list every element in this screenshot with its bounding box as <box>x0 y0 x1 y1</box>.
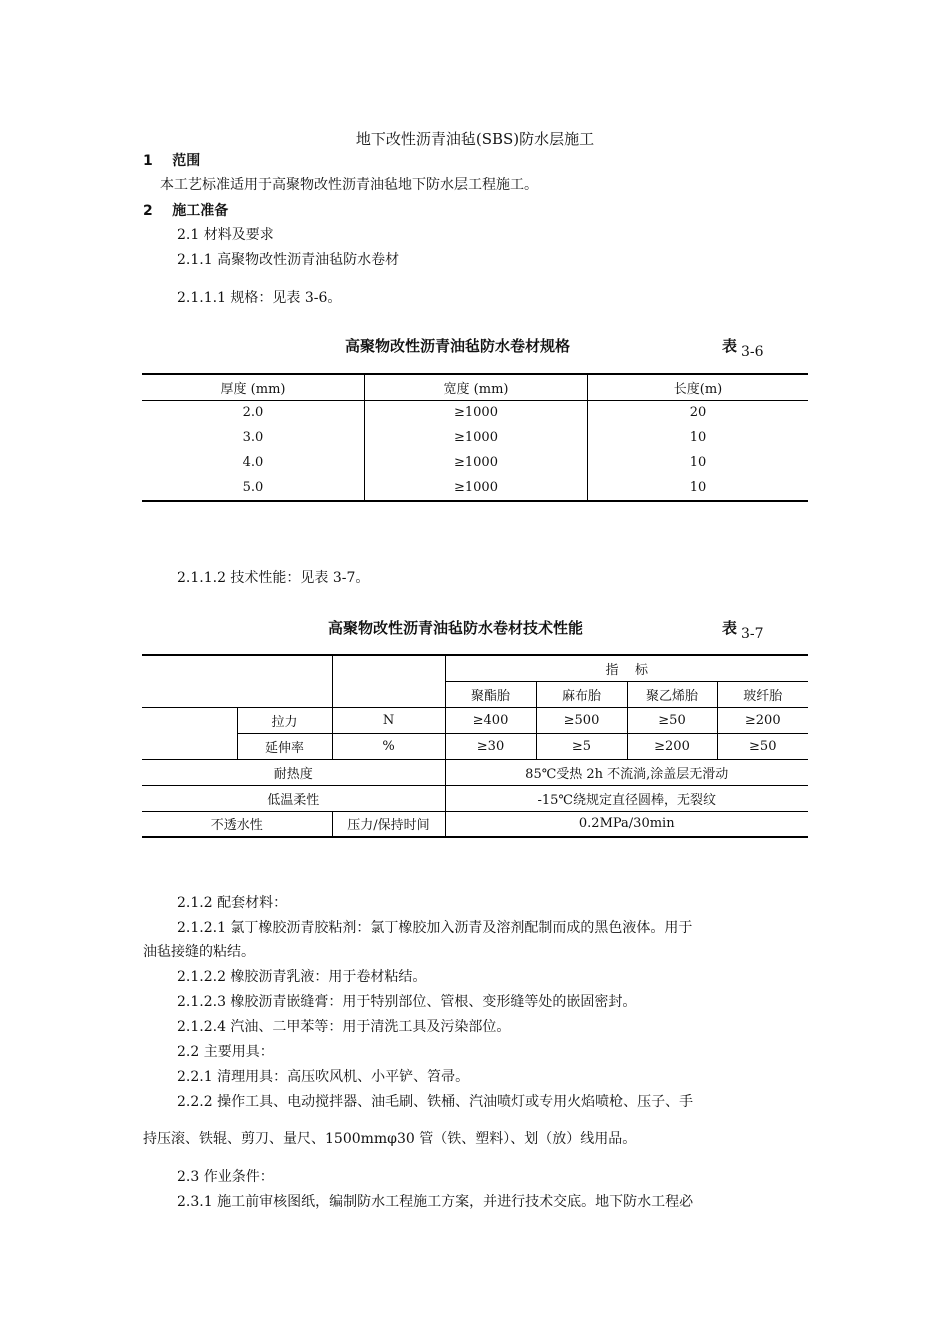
table-row <box>142 733 808 759</box>
cell-value: ≥30 <box>445 733 536 759</box>
section-2-2-1: 2.2.1 清理用具：高压吹风机、小平铲、笤帚。 <box>177 1069 470 1085</box>
section-2-1-1-2: 2.1.1.2 技术性能：见表 3-7。 <box>177 570 370 586</box>
cell-thickness: 3.0 <box>142 425 365 450</box>
section-1-heading <box>143 150 200 170</box>
cell-length: 10 <box>689 455 707 470</box>
section-2-1-2-1-line2: 油毡接缝的粘结。 <box>143 944 255 960</box>
section-2-1-1-1: 2.1.1.1 规格：见表 3-6。 <box>177 290 342 306</box>
section-2-1-2-1-line1: 2.1.2.1 氯丁橡胶沥青胶粘剂：氯丁橡胶加入沥青及溶剂配制而成的黑色液体。用于 <box>177 920 693 936</box>
header-jute: 麻布胎 <box>536 681 627 707</box>
section-2-2-2-line1: 2.2.2 操作工具、电动搅拌器、油毛刷、铁桶、汽油喷灯或专用火焰喷枪、压子、手 <box>177 1094 694 1110</box>
row-unit-tensile: N <box>332 707 445 733</box>
cell-thickness: 4.0 <box>142 450 365 475</box>
table-3-6-tag-label: 表 <box>722 337 738 355</box>
header-polyester: 聚酯胎 <box>445 681 536 707</box>
cell-value: ≥500 <box>536 707 627 733</box>
cell-value: ≥50 <box>749 738 777 754</box>
section-1-number: 1 <box>143 153 153 169</box>
cell-length: 10 <box>689 430 707 445</box>
cell-value: ≥5 <box>536 733 627 759</box>
section-2-3: 2.3 作业条件： <box>177 1169 274 1185</box>
header-length: 长度(m) <box>673 381 723 397</box>
cell-thickness: 2.0 <box>142 400 365 425</box>
cell-length: 10 <box>689 480 707 495</box>
row-label-impermeability: 不透水性 <box>142 811 332 837</box>
section-2-2: 2.2 主要用具： <box>177 1044 274 1060</box>
document-title: 地下改性沥青油毡(SBS)防水层施工 <box>355 130 595 148</box>
cell-width: ≥1000 <box>365 475 588 501</box>
section-2-1-2-2: 2.1.2.2 橡胶沥青乳液：用于卷材粘结。 <box>177 969 427 985</box>
blank-cell <box>142 707 237 759</box>
table-3-6 <box>142 373 808 502</box>
row-value-heat-resistance: 85℃受热 2h 不流淌,涂盖层无滑动 <box>525 766 729 782</box>
header-glass-fiber: 玻纤胎 <box>743 688 783 704</box>
cell-value: ≥200 <box>744 712 781 728</box>
table-row <box>142 811 808 837</box>
section-2-number: 2 <box>143 203 153 219</box>
header-unit-blank-cell <box>332 655 445 707</box>
cell-value: ≥200 <box>627 733 717 759</box>
section-1-title: 范围 <box>172 153 201 169</box>
section-2-1-2-4: 2.1.2.4 汽油、二甲苯等：用于清洗工具及污染部位。 <box>177 1019 511 1035</box>
cell-length: 20 <box>689 405 707 421</box>
header-thickness: 厚度 (mm) <box>142 374 365 400</box>
table-header-row <box>142 374 808 400</box>
section-2-2-2-line2: 持压滚、铁辊、剪刀、量尺、1500mmφ30 管（铁、塑料）、划（放）线用品。 <box>143 1131 637 1147</box>
header-width: 宽度 (mm) <box>365 374 588 400</box>
row-value-impermeability: 0.2MPa/30min <box>578 816 675 832</box>
section-2-3-1: 2.3.1 施工前审核图纸，编制防水工程施工方案，并进行技术交底。地下防水工程必 <box>177 1194 694 1210</box>
section-1-body: 本工艺标准适用于高聚物改性沥青油毡地下防水层工程施工。 <box>160 177 538 193</box>
row-label-heat-resistance: 耐热度 <box>142 759 445 785</box>
row-label-elongation: 延伸率 <box>237 733 332 759</box>
section-2-1-2: 2.1.2 配套材料： <box>177 895 288 911</box>
cell-width: ≥1000 <box>365 400 588 425</box>
table-row <box>142 707 808 733</box>
header-blank-cell <box>142 655 332 707</box>
cell-width: ≥1000 <box>365 425 588 450</box>
table-header-row <box>142 655 808 681</box>
section-2-1-1: 2.1.1 高聚物改性沥青油毡防水卷材 <box>177 252 400 268</box>
section-2-heading <box>143 200 228 220</box>
table-3-7-caption: 高聚物改性沥青油毡防水卷材技术性能 <box>328 619 584 637</box>
section-2-title: 施工准备 <box>172 203 229 219</box>
cell-value: ≥400 <box>445 707 536 733</box>
table-3-6-caption: 高聚物改性沥青油毡防水卷材规格 <box>345 337 571 355</box>
cell-width: ≥1000 <box>365 450 588 475</box>
row-unit-impermeability: 压力/保持时间 <box>332 811 445 837</box>
cell-thickness: 5.0 <box>142 475 365 501</box>
table-row <box>142 759 808 785</box>
table-3-7 <box>142 654 808 838</box>
section-2-1-2-3: 2.1.2.3 橡胶沥青嵌缝膏：用于特别部位、管根、变形缝等处的嵌固密封。 <box>177 994 637 1010</box>
table-row <box>142 785 808 811</box>
table-row <box>142 475 808 501</box>
row-unit-elongation: % <box>332 733 445 759</box>
header-index: 指 标 <box>445 655 808 681</box>
cell-value: ≥50 <box>627 707 717 733</box>
table-row <box>142 400 808 425</box>
section-2-1: 2.1 材料及要求 <box>177 227 274 243</box>
row-label-tensile: 拉力 <box>237 707 332 733</box>
header-polyethylene: 聚乙烯胎 <box>627 681 717 707</box>
table-row <box>142 425 808 450</box>
table-3-6-tag-number: 3-6 <box>741 344 764 360</box>
table-row <box>142 450 808 475</box>
row-label-low-temp-flexibility: 低温柔性 <box>142 785 445 811</box>
row-value-low-temp-flexibility: -15℃绕规定直径圆棒，无裂纹 <box>537 792 716 808</box>
table-3-7-tag-number: 3-7 <box>741 626 764 642</box>
table-3-7-tag-label: 表 <box>722 619 738 637</box>
